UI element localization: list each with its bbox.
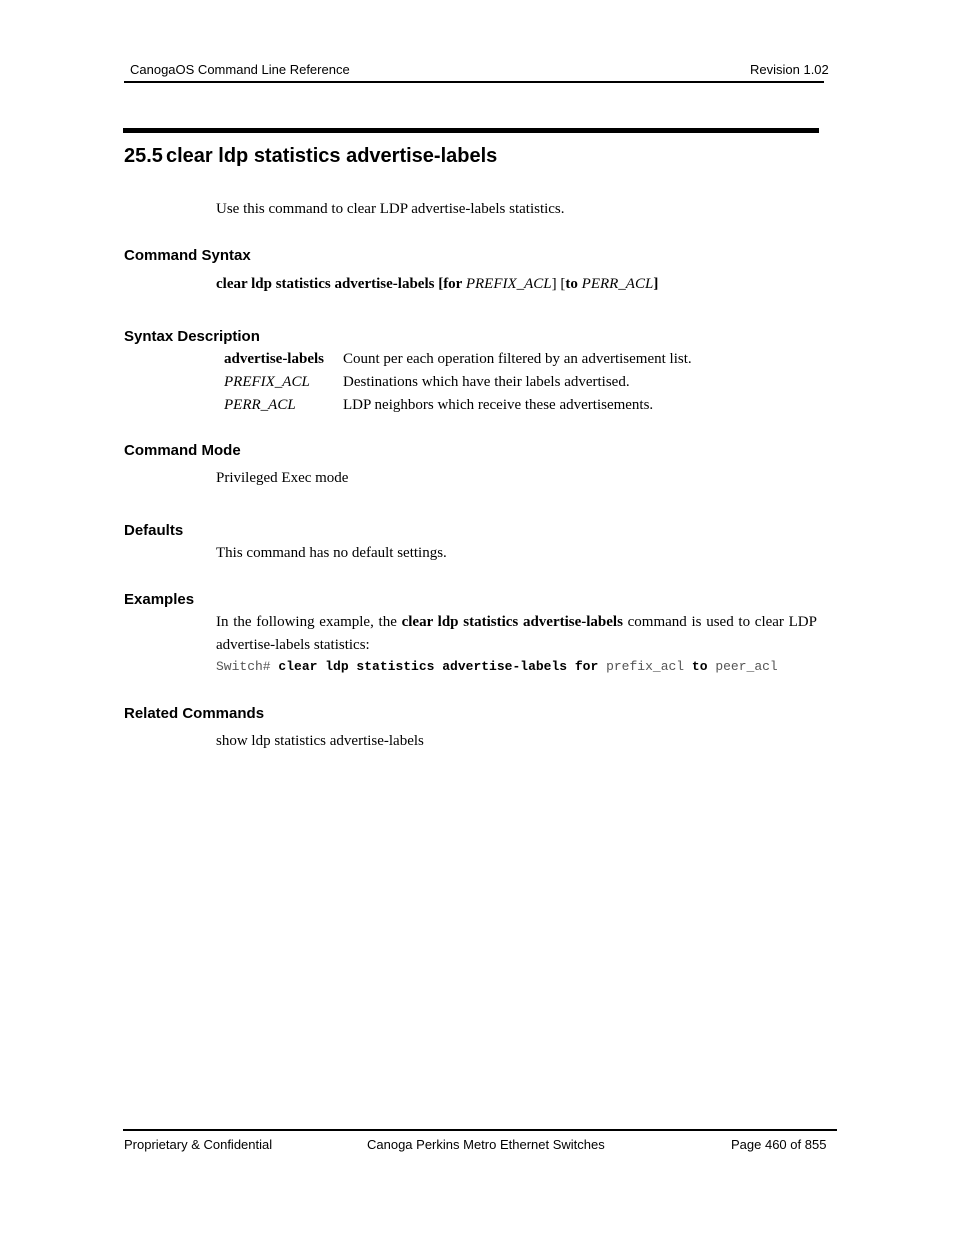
term-cell: PERR_ACL (224, 397, 296, 413)
command-mode-heading: Command Mode (124, 442, 241, 459)
table-row (220, 394, 692, 417)
desc-cell: LDP neighbors which receive these advertisements. (343, 397, 654, 413)
defaults-text: This command has no default settings. (216, 545, 447, 561)
title-divider (123, 128, 819, 133)
section-title (124, 145, 497, 168)
syntax-part1: clear ldp statistics advertise-labels [for (216, 276, 466, 292)
header-right: Revision 1.02 (750, 62, 829, 77)
syntax-part3: ] (653, 276, 659, 292)
code-arg1: prefix_acl (598, 659, 692, 674)
code-prompt: Switch# (216, 659, 279, 674)
table-row (220, 348, 692, 371)
section-number: 25.5 (124, 145, 163, 167)
syntax-description-table (220, 348, 692, 417)
syntax-arg2: PERR_ACL (581, 276, 654, 292)
command-syntax-heading: Command Syntax (124, 247, 251, 264)
footer-left: Proprietary & Confidential (124, 1137, 273, 1152)
footer-divider (123, 1129, 837, 1131)
header-divider (124, 81, 824, 83)
syntax-kw-to: to (565, 276, 582, 292)
code-keyword: to (691, 659, 708, 674)
term-cell: PREFIX_ACL (224, 374, 310, 390)
code-arg2: peer_acl (707, 659, 778, 674)
desc-cell: Destinations which have their labels advertised. (343, 374, 630, 390)
command-syntax-line (216, 276, 658, 293)
desc-cell: Count per each operation filtered by an advertisement list. (343, 351, 692, 367)
examples-heading: Examples (124, 591, 195, 608)
syntax-part2: ] [ (551, 276, 566, 292)
footer-center: Canoga Perkins Metro Ethernet Switches (367, 1137, 605, 1152)
section-title-text: clear ldp statistics advertise-labels (166, 145, 498, 167)
examples-para-after: command is used to clear LDP advertise-labels statistics: (216, 614, 817, 653)
command-mode-text: Privileged Exec mode (216, 470, 349, 486)
syntax-arg1: PREFIX_ACL (465, 276, 552, 292)
code-command: clear ldp statistics advertise-labels for (278, 659, 599, 674)
intro-text: Use this command to clear LDP advertise-labels statistics. (216, 201, 565, 217)
footer-right: Page 460 of 855 (731, 1137, 827, 1152)
term-cell: advertise-labels (224, 351, 324, 367)
examples-paragraph (216, 611, 817, 657)
examples-para-cmd: clear ldp statistics advertise-labels (401, 614, 623, 630)
syntax-description-heading: Syntax Description (124, 328, 260, 345)
example-code-line (216, 659, 778, 674)
related-commands-text: show ldp statistics advertise-labels (216, 733, 424, 749)
examples-para-before: In the following example, the (216, 614, 402, 630)
defaults-heading: Defaults (124, 522, 184, 539)
related-commands-heading: Related Commands (124, 705, 265, 722)
header-left: CanogaOS Command Line Reference (130, 62, 350, 77)
table-row (220, 371, 692, 394)
